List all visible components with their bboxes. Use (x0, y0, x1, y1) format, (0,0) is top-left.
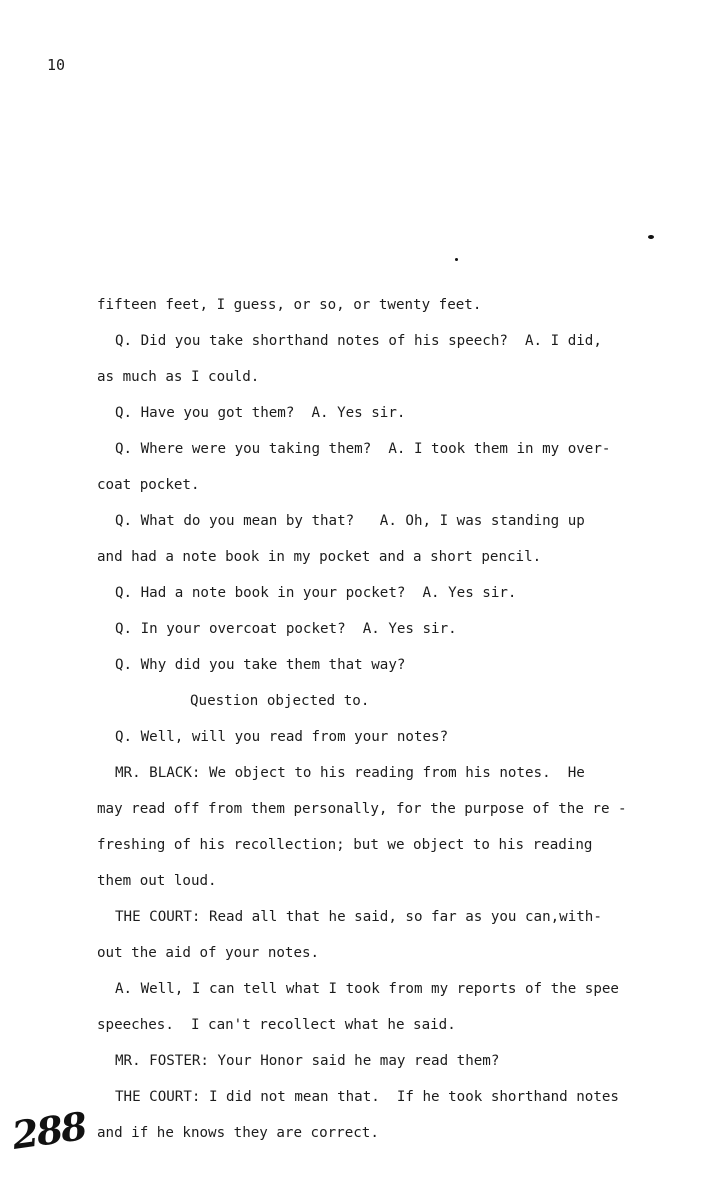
transcript-line: MR. BLACK: We object to his reading from his notes. He (115, 765, 585, 781)
transcript-line: Q. In your overcoat pocket? A. Yes sir. (115, 621, 457, 637)
transcript-line: and had a note book in my pocket and a short pencil. (97, 549, 542, 565)
transcript-line: out the aid of your notes. (97, 945, 320, 961)
transcript-line: and if he knows they are correct. (97, 1125, 379, 1141)
transcript-line: Question objected to. (190, 693, 370, 709)
transcript-line: MR. FOSTER: Your Honor said he may read them? (115, 1053, 500, 1069)
transcript-line: may read off from them personally, for the purpose of the re - (97, 801, 627, 817)
ink-speck (648, 235, 654, 239)
transcript-line: A. Well, I can tell what I took from my reports of the spee (115, 981, 619, 997)
transcript-line: freshing of his recollection; but we object to his reading (97, 837, 593, 853)
transcript-line: Q. Well, will you read from your notes? (115, 729, 449, 745)
transcript-line: as much as I could. (97, 369, 260, 385)
transcript-line: Q. Why did you take them that way? (115, 657, 406, 673)
transcript-line: Q. Where were you taking them? A. I took them in my over- (115, 441, 611, 457)
transcript-line: coat pocket. (97, 477, 200, 493)
ink-speck (455, 258, 458, 261)
transcript-line: fifteen feet, I guess, or so, or twenty feet. (97, 297, 482, 313)
transcript-line: speeches. I can't recollect what he said. (97, 1017, 456, 1033)
transcript-line: Q. What do you mean by that? A. Oh, I was standing up (115, 513, 585, 529)
transcript-line: THE COURT: I did not mean that. If he took shorthand notes (115, 1089, 619, 1105)
transcript-line: them out loud. (97, 873, 217, 889)
transcript-line: Q. Had a note book in your pocket? A. Yes sir. (115, 585, 517, 601)
transcript-line: Q. Did you take shorthand notes of his speech? A. I did, (115, 333, 602, 349)
transcript-line: THE COURT: Read all that he said, so far as you can,with- (115, 909, 602, 925)
transcript-line: Q. Have you got them? A. Yes sir. (115, 405, 406, 421)
handwritten-page-annotation: 288 (9, 1103, 89, 1158)
page-number: 10 (47, 56, 66, 74)
